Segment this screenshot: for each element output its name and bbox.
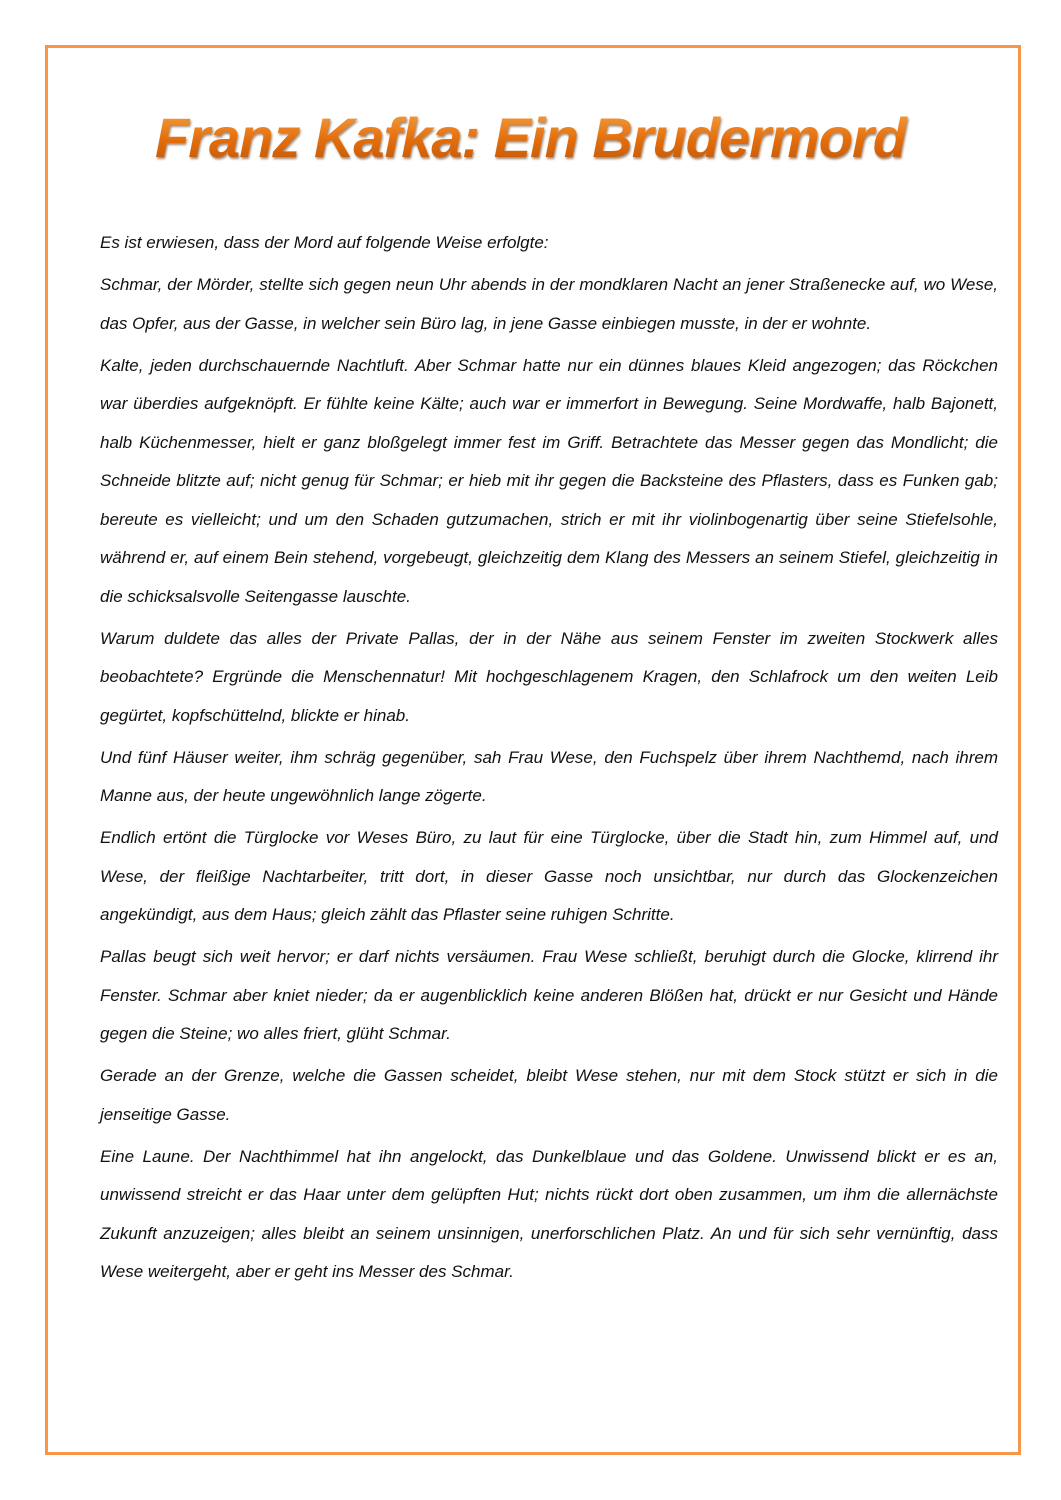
paragraph: Warum duldete das alles der Private Pallas, der in der Nähe aus seinem Fenster im zweiten Stockwerk alles beobachtete? Ergründe die Menschennatur! Mit hochgeschlagenem Kragen, den Schlafrock um den weiten Leib gegürtet, kopfschüttelnd, blickte er hinab. xyxy=(100,628,998,725)
paragraph: Es ist erwiesen, dass der Mord auf folgende Weise erfolgte: xyxy=(100,233,549,252)
paragraph: Und fünf Häuser weiter, ihm schräg gegenüber, sah Frau Wese, den Fuchspelz über ihrem Nachthemd, nach ihrem Manne aus, der heute ungewöhnlich lange zögerte. xyxy=(100,747,998,805)
document-body xyxy=(100,224,998,1295)
paragraph: Pallas beugt sich weit hervor; er darf nichts versäumen. Frau Wese schließt, beruhigt durch die Glocke, klirrend ihr Fenster. Schmar aber kniet nieder; da er augenblicklich keine anderen Blößen hat, drückt er nur Gesicht und Hände gegen die Steine; wo alles friert, glüht Schmar. xyxy=(100,947,998,1043)
paragraph: Endlich ertönt die Türglocke vor Weses Büro, zu laut für eine Türglocke, über die Stadt hin, zum Himmel auf, und Wese, der fleißige Nachtarbeiter, tritt dort, in dieser Gasse noch unsichtbar, nur durch das Glockenzeichen angekündigt, aus dem Haus; gleich zählt das Pflaster seine ruhigen Schritte. xyxy=(100,828,998,924)
document-title: Franz Kafka: Ein Brudermord xyxy=(0,105,1061,170)
paragraph: Eine Laune. Der Nachthimmel hat ihn angelockt, das Dunkelblaue und das Goldene. Unwissend blickt er es an, unwissend streicht er das Haar unter dem gelüpften Hut; nichts rückt dort oben zusammen, um ihm die allernächste Zukunft anzuzeigen; alles bleibt an seinem unsinnigen, unerforschlichen Platz. An und für sich sehr vernünftig, dass Wese weitergeht, aber er geht ins Messer des Schmar. xyxy=(100,1146,998,1281)
paragraph: Schmar, der Mörder, stellte sich gegen neun Uhr abends in der mondklaren Nacht an jener Straßenecke auf, wo Wese, das Opfer, aus der Gasse, in welcher sein Büro lag, in jene Gasse einbiegen musste, in der er wohnte. xyxy=(100,275,998,333)
paragraph: Gerade an der Grenze, welche die Gassen scheidet, bleibt Wese stehen, nur mit dem Stock stützt er sich in die jenseitige Gasse. xyxy=(100,1066,998,1124)
paragraph: Kalte, jeden durchschauernde Nachtluft. Aber Schmar hatte nur ein dünnes blaues Kleid angezogen; das Röckchen war überdies aufgeknöpft. Er fühlte keine Kälte; auch war er immerfort in Bewegung. Seine Mordwaffe, halb Bajonett, halb Küchenmesser, hielt er ganz bloßgelegt immer fest im Griff. Betrachtete das Messer gegen das Mondlicht; die Schneide blitzte auf; nicht genug für Schmar; er hieb mit ihr gegen die Backsteine des Pflasters, dass es Funken gab; bereute es vielleicht; und um den Schaden gutzumachen, strich er mit ihr violinbogenartig über seine Stiefelsohle, während er, auf einem Bein stehend, vorgebeugt, gleichzeitig dem Klang des Messers an seinem Stiefel, gleichzeitig in die schicksalsvolle Seitengasse lauschte. xyxy=(100,355,998,606)
